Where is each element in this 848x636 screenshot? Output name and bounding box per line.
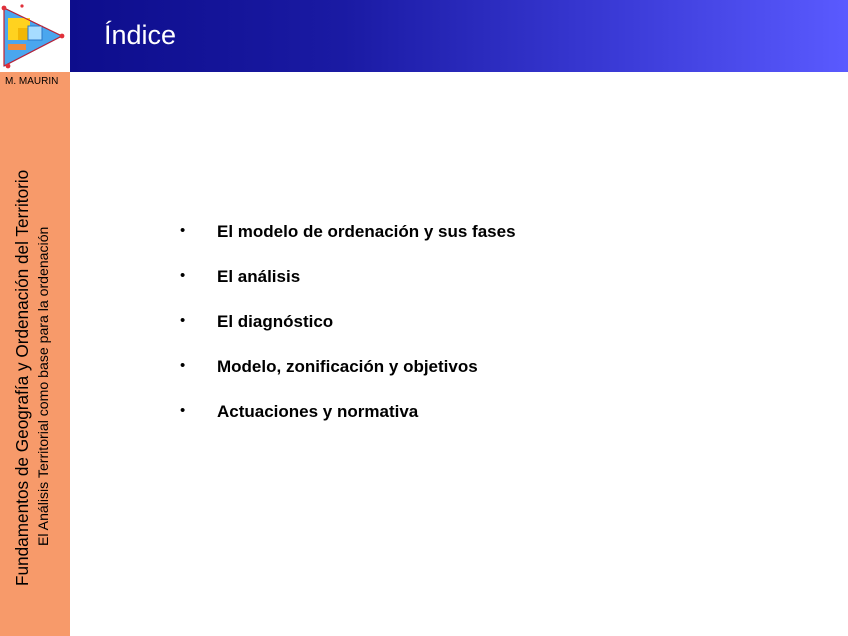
bullet-icon: •: [180, 357, 186, 374]
list-item-label: El análisis: [217, 267, 301, 286]
author-label: M. MAURIN: [5, 76, 59, 87]
logo-icon: [0, 0, 70, 72]
list-item-label: El modelo de ordenación y sus fases: [217, 222, 516, 241]
list-item-label: Actuaciones y normativa: [217, 402, 419, 421]
geometric-logo-icon: [0, 0, 70, 72]
course-title-vertical: Fundamentos de Geografía y Ordenación del Territorio: [12, 169, 32, 586]
bullet-icon: •: [180, 267, 186, 284]
bullet-icon: •: [180, 222, 186, 239]
bullet-icon: •: [180, 312, 186, 329]
header-band: [70, 0, 848, 72]
list-item-label: Modelo, zonificación y objetivos: [217, 357, 478, 376]
list-item-label: El diagnóstico: [217, 312, 334, 331]
page-title: Índice: [104, 20, 177, 50]
bullet-icon: •: [180, 402, 186, 419]
subtitle-vertical: El Análisis Territorial como base para la ordenación: [35, 226, 51, 546]
